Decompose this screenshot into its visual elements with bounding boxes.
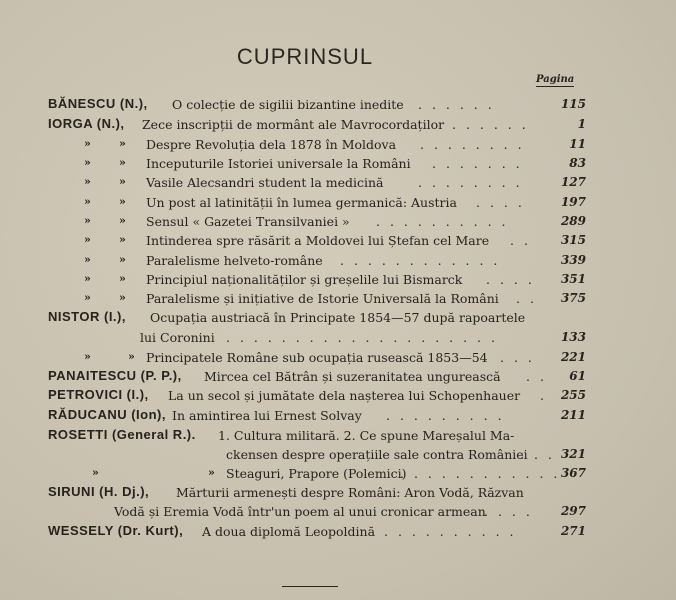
toc-entry: [0, 96, 676, 116]
entry-title: Principiul naționalităților și greșelile lui Bismarck: [146, 272, 463, 287]
toc-entry: [0, 465, 676, 485]
leader-dots: . . . . . . . . . .: [376, 214, 509, 229]
entry-title: Zece inscripții de mormânt ale Mavrocordaților: [142, 117, 445, 132]
leader-dots: . . . . . . . . .: [386, 408, 505, 423]
ditto-mark: »: [84, 253, 91, 266]
entry-title: Mircea cel Bătrân și suzeranitatea ungurească: [204, 369, 501, 384]
toc-entry: [0, 387, 676, 407]
entry-title: lui Coronini: [140, 330, 215, 345]
entry-author: NISTOR (I.),: [48, 309, 126, 324]
ditto-mark: »: [84, 350, 91, 363]
entry-title: Steaguri, Prapore (Polemici): [226, 466, 407, 481]
leader-dots: . . . . . . . .: [418, 175, 523, 190]
entry-title: Despre Revoluția dela 1878 în Moldova: [146, 137, 397, 152]
page-column-header: Pagina: [536, 74, 575, 85]
entry-page: 321: [560, 447, 586, 461]
ditto-mark: »: [119, 195, 126, 208]
ditto-mark: »: [119, 214, 126, 227]
toc-entry: [0, 155, 676, 175]
entry-title: Intinderea spre răsărit a Moldovei lui Ștefan cel Mare: [146, 233, 490, 248]
entry-page: 1: [577, 117, 586, 131]
entry-title: Vasile Alecsandri student la medicină: [146, 175, 384, 190]
entry-page: 375: [560, 291, 586, 305]
entry-title: Mărturii armenești despre Români: Aron Vodă, Răzvan: [176, 485, 524, 500]
toc-entry: [0, 136, 676, 156]
entry-page: 211: [560, 408, 586, 422]
ditto-mark: »: [119, 175, 126, 188]
leader-dots: . . .: [520, 447, 555, 462]
entry-title: In amintirea lui Ernest Solvay: [172, 408, 362, 423]
leader-dots: . . .: [500, 350, 535, 365]
page-title: CUPRINSUL: [236, 44, 374, 69]
toc-entry: [0, 213, 676, 233]
toc-entry: [0, 484, 676, 504]
entry-page: 197: [560, 195, 586, 209]
entry-title: Inceputurile Istoriei universale la Români: [146, 156, 411, 171]
ditto-mark: »: [84, 195, 91, 208]
entry-title: Ocupația austriacă în Principate 1854—57 după rapoartele: [150, 310, 526, 325]
ditto-mark: »: [84, 233, 91, 246]
ditto-mark: »: [84, 291, 91, 304]
entry-title: Principatele Române sub ocupația rusească 1853—54: [146, 350, 488, 365]
ditto-mark: »: [119, 233, 126, 246]
entry-page: 11: [569, 137, 586, 151]
entry-page: 115: [560, 97, 586, 111]
entry-page: 271: [560, 524, 586, 538]
leader-dots: .: [540, 388, 547, 403]
toc-entry: [0, 446, 676, 466]
entry-author: PETROVICI (I.),: [48, 387, 149, 402]
leader-dots: . .: [516, 291, 537, 306]
toc-entry: [0, 523, 676, 543]
entry-title: La un secol și jumătate dela nașterea lui Schopenhauer: [168, 388, 521, 403]
leader-dots: . . . . . . . . . . . .: [400, 466, 561, 481]
entry-title: A doua diplomă Leopoldină: [202, 524, 376, 539]
entry-page: 61: [569, 369, 586, 383]
toc-entry: [0, 407, 676, 427]
toc-entry: [0, 349, 676, 369]
entry-title: Vodă și Eremia Vodă într'un poem al unui cronicar armean: [114, 504, 486, 519]
leader-dots: . . . .: [486, 272, 535, 287]
entry-author: IORGA (N.),: [48, 116, 125, 131]
entry-title: 1. Cultura militară. 2. Ce spune Mareșalul Ma-: [218, 428, 515, 443]
ditto-mark: »: [84, 175, 91, 188]
leader-dots: . . . . . .: [452, 117, 529, 132]
ditto-mark: »: [128, 350, 135, 363]
toc-entry: [0, 329, 676, 349]
toc-entry: [0, 194, 676, 214]
toc-entry: [0, 290, 676, 310]
leader-dots: . . . . . .: [418, 97, 495, 112]
ditto-mark: »: [119, 272, 126, 285]
ditto-mark: »: [119, 137, 126, 150]
toc-entry: [0, 116, 676, 136]
ditto-mark: »: [84, 214, 91, 227]
entry-page: 351: [560, 272, 586, 286]
leader-dots: . . . . . . . .: [420, 137, 525, 152]
leader-dots: . . . .: [484, 504, 533, 519]
entry-page: 289: [560, 214, 586, 228]
entry-page: 221: [560, 350, 586, 364]
entry-author: SIRUNI (H. Dj.),: [48, 484, 150, 499]
toc-entry: [0, 232, 676, 252]
entry-title: Sensul « Gazetei Transilvaniei »: [146, 214, 350, 229]
leader-dots: . .: [510, 233, 531, 248]
entry-page: 297: [560, 504, 586, 518]
entry-title: Paralelisme helveto-române: [146, 253, 323, 268]
ditto-mark: »: [84, 272, 91, 285]
entry-author: RĂDUCANU (Ion),: [48, 407, 166, 422]
leader-dots: . . . . . . . . . . . . . . . . . . . .: [226, 330, 498, 345]
entry-title: Paralelisme și inițiative de Istorie Universală la Români: [146, 291, 499, 306]
toc-entry: [0, 271, 676, 291]
entry-title: ckensen despre operațiile sale contra României: [226, 447, 528, 462]
ditto-mark: »: [84, 156, 91, 169]
entry-title: Un post al latinității în lumea germanică: Austria: [146, 195, 457, 210]
toc-entry: [0, 252, 676, 272]
entry-page: 127: [560, 175, 586, 189]
bottom-rule: [282, 586, 338, 587]
entry-page: 367: [560, 466, 586, 480]
ditto-mark: »: [208, 466, 215, 479]
entry-page: 339: [560, 253, 586, 267]
entry-author: BĂNESCU (N.),: [48, 96, 148, 111]
toc-entry: [0, 368, 676, 388]
ditto-mark: »: [84, 137, 91, 150]
ditto-mark: »: [119, 156, 126, 169]
leader-dots: . . . . . . .: [432, 156, 523, 171]
toc-entry: [0, 309, 676, 329]
leader-dots: . .: [526, 369, 547, 384]
entry-author: WESSELY (Dr. Kurt),: [48, 523, 184, 538]
entry-author: ROSETTI (General R.).: [48, 427, 196, 442]
leader-dots: . . . . . . . . . .: [384, 524, 517, 539]
entry-author: PANAITESCU (P. P.),: [48, 368, 182, 383]
entry-page: 255: [560, 388, 586, 402]
entry-page: 83: [569, 156, 586, 170]
ditto-mark: »: [92, 466, 99, 479]
leader-dots: . . . . . . . . . . . .: [340, 253, 501, 268]
entry-page: 315: [560, 233, 586, 247]
leader-dots: . . . .: [476, 195, 525, 210]
toc-entry: [0, 427, 676, 447]
entry-page: 133: [560, 330, 586, 344]
ditto-mark: »: [119, 291, 126, 304]
toc-entry: [0, 174, 676, 194]
ditto-mark: »: [119, 253, 126, 266]
toc-entry: [0, 503, 676, 523]
entry-title: O colecție de sigilii bizantine inedite: [172, 97, 404, 112]
